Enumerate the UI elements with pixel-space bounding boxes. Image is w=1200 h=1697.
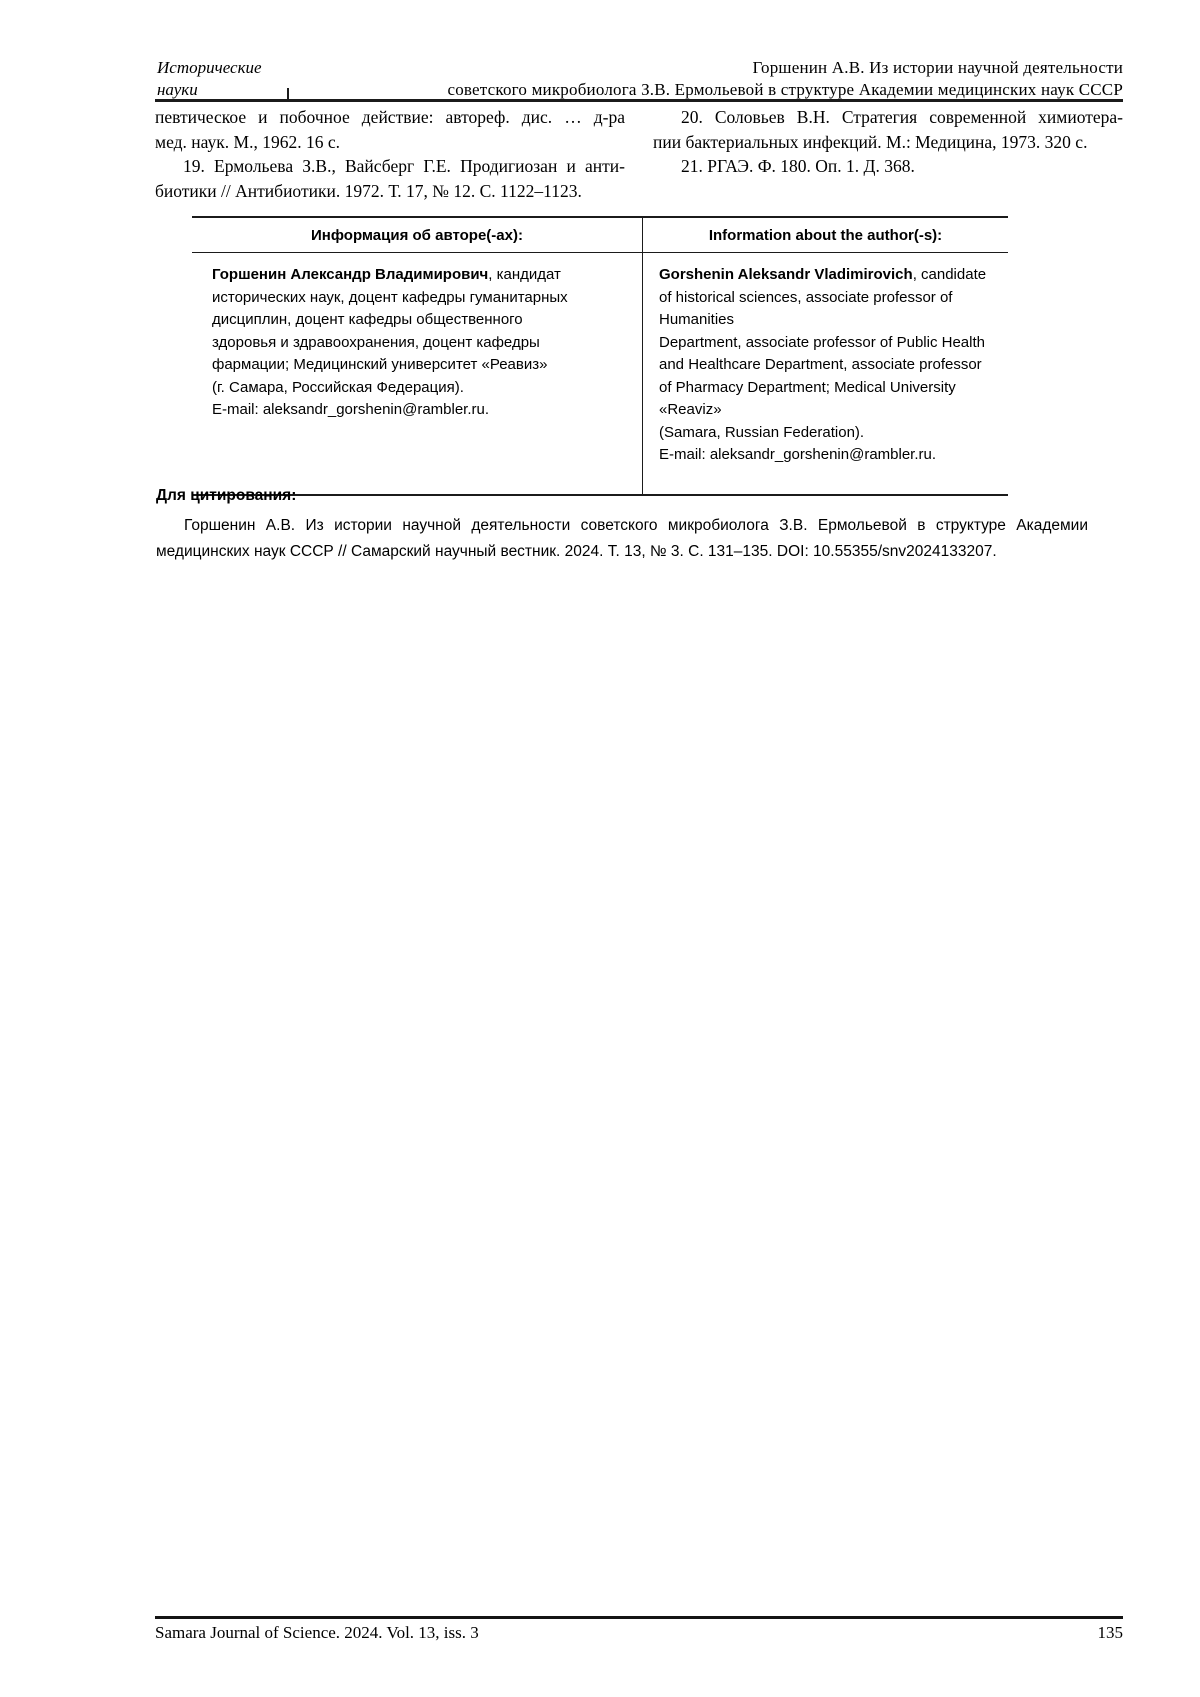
author-info-en-line: and Healthcare Department, associate professor bbox=[659, 356, 982, 373]
reference-line: мед. наук. М., 1962. 16 с. bbox=[155, 131, 340, 152]
author-info-en-line: of historical sciences, associate professor of Humanities bbox=[659, 288, 953, 328]
author-degree-ru: , кандидат bbox=[488, 266, 561, 283]
citation-line: Горшенин А.В. Из истории научной деятельности советского микробиолога З.В. Ермольевой в структуре Академии bbox=[184, 517, 1088, 534]
header-rule bbox=[155, 99, 1123, 102]
footer-rule bbox=[155, 1616, 1123, 1619]
author-email-en: E-mail: aleksandr_gorshenin@rambler.ru. bbox=[659, 446, 937, 463]
author-info-table bbox=[192, 216, 1008, 496]
running-title-line2: советского микробиолога З.В. Ермольевой в структуре Академии медицинских наук СССР bbox=[447, 79, 1123, 99]
references-left-column bbox=[155, 105, 625, 203]
page-footer bbox=[155, 1623, 1123, 1643]
table-header-en: Information about the author(-s): bbox=[642, 218, 1008, 253]
header-rule-tick bbox=[287, 88, 289, 99]
reference-line: 19. Ермольева З.В., Вайсберг Г.Е. Продигиозан и анти- bbox=[183, 156, 625, 177]
section-title-line2: науки bbox=[157, 79, 198, 99]
reference-line: биотики // Антибиотики. 1972. Т. 17, № 12. С. 1122–1123. bbox=[155, 180, 582, 201]
reference-line: 20. Соловьев В.Н. Стратегия современной химиотера- bbox=[681, 107, 1123, 127]
citation-line: медицинских наук СССР // Самарский научный вестник. 2024. Т. 13, № 3. С. 131–135. DOI: 10.55355/snv2024133207. bbox=[156, 543, 997, 560]
author-info-ru-line: фармации; Медицинский университет «Реавиз» bbox=[212, 356, 548, 373]
author-info-ru bbox=[192, 253, 642, 494]
author-name-ru: Горшенин Александр Владимирович bbox=[212, 266, 489, 283]
footer-journal-title: Samara Journal of Science. 2024. Vol. 13, iss. 3 bbox=[155, 1623, 479, 1642]
author-info-en-line: Department, associate professor of Public Health bbox=[659, 333, 985, 351]
author-info-ru-line bbox=[212, 264, 636, 287]
author-info-en-line: (Samara, Russian Federation). bbox=[659, 423, 865, 441]
author-info-ru-line: дисциплин, доцент кафедры общественного bbox=[212, 311, 523, 328]
footer-page-number: 135 bbox=[1097, 1623, 1123, 1642]
page-header bbox=[155, 57, 1123, 101]
running-title bbox=[155, 57, 1123, 100]
author-info-en-line: of Pharmacy Department; Medical University «Reaviz» bbox=[659, 378, 956, 418]
author-email-ru: E-mail: aleksandr_gorshenin@rambler.ru. bbox=[212, 401, 490, 418]
table-header-ru: Информация об авторе(-ах): bbox=[192, 218, 642, 253]
reference-line: певтическое и побочное действие: автореф. дис. … д-ра bbox=[155, 107, 625, 127]
author-info-ru-line: здоровья и здравоохранения, доцент кафедры bbox=[212, 333, 540, 351]
citation-heading: Для цитирования: bbox=[156, 487, 297, 504]
author-name-en: Gorshenin Aleksandr Vladimirovich bbox=[659, 266, 913, 283]
citation-text bbox=[156, 513, 1088, 565]
author-info-en bbox=[642, 253, 1008, 494]
author-info-ru-line: исторических наук, доцент кафедры гуманитарных bbox=[212, 288, 568, 306]
reference-line: 21. РГАЭ. Ф. 180. Оп. 1. Д. 368. bbox=[681, 156, 915, 177]
reference-line: пии бактериальных инфекций. М.: Медицина, 1973. 320 с. bbox=[653, 131, 1088, 152]
author-info-en-line bbox=[659, 264, 1002, 287]
running-title-line1: Горшенин А.В. Из истории научной деятельности bbox=[752, 58, 1123, 77]
author-info-ru-line: (г. Самара, Российская Федерация). bbox=[212, 378, 464, 396]
section-title-line1: Исторические bbox=[157, 58, 262, 77]
author-degree-en: , candidate bbox=[912, 266, 987, 283]
references-right-column bbox=[653, 105, 1123, 179]
